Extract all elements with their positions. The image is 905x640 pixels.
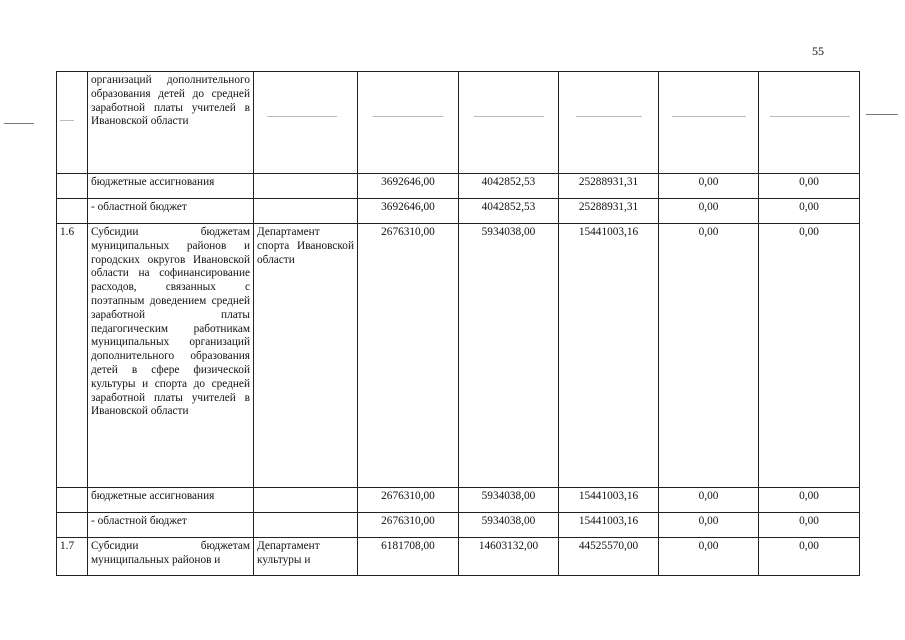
scan-mark-left [4,123,34,124]
table-row [57,199,860,224]
row-code [57,199,88,224]
value-cell: 0,00 [659,174,759,199]
row-code: 1.6 [57,224,88,488]
value-cell [759,72,860,174]
value-cell: 15441003,16 [559,513,659,538]
row-code [57,174,88,199]
value-cell [659,72,759,174]
value-cell: 44525570,00 [559,538,659,576]
row-code: 1.7 [57,538,88,576]
table-row [57,72,860,174]
row-code [57,513,88,538]
value-cell: 25288931,31 [559,174,659,199]
row-code [57,488,88,513]
value-cell: 15441003,16 [559,488,659,513]
row-department: Департамент культуры и [254,538,358,576]
value-cell: 0,00 [759,513,860,538]
value-cell: 4042852,53 [459,174,559,199]
value-cell: 5934038,00 [459,224,559,488]
row-description: - областной бюджет [88,199,254,224]
value-cell: 5934038,00 [459,488,559,513]
row-department [254,488,358,513]
value-cell: 3692646,00 [358,174,459,199]
value-cell: 2676310,00 [358,224,459,488]
value-cell: 2676310,00 [358,488,459,513]
row-description: Субсидии бюджетам муниципальных районов и [88,538,254,576]
value-cell: 0,00 [759,199,860,224]
value-cell: 0,00 [659,488,759,513]
row-department [254,513,358,538]
row-department: Департамент спорта Ивановской области [254,224,358,488]
value-cell: 3692646,00 [358,199,459,224]
row-description: - областной бюджет [88,513,254,538]
scan-mark-right [866,114,898,115]
table-row [57,174,860,199]
value-cell [459,72,559,174]
row-department [254,199,358,224]
value-cell: 0,00 [759,488,860,513]
table-row [57,538,860,576]
value-cell: 0,00 [759,538,860,576]
row-department [254,72,358,174]
value-cell: 4042852,53 [459,199,559,224]
page-number: 55 [812,44,824,58]
value-cell: 25288931,31 [559,199,659,224]
value-cell: 0,00 [659,224,759,488]
value-cell: 14603132,00 [459,538,559,576]
row-department [254,174,358,199]
row-description: организаций дополнительного образования детей до средней заработной платы учителей в Ивановской области [88,72,254,174]
value-cell [358,72,459,174]
row-description: Субсидии бюджетам муниципальных районов и городских округов Ивановской области на софинансирование расходов, связанных с поэтапным доведением средней заработной платы педагогическим работникам муниципальных организаций дополнительного образования детей в сфере физической культуры и спорта до средней заработной платы учителей в Ивановской области [88,224,254,488]
value-cell: 0,00 [759,174,860,199]
row-description: бюджетные ассигнования [88,488,254,513]
value-cell: 0,00 [659,513,759,538]
value-cell: 0,00 [659,538,759,576]
value-cell: 15441003,16 [559,224,659,488]
value-cell: 5934038,00 [459,513,559,538]
value-cell: 2676310,00 [358,513,459,538]
table-row [57,488,860,513]
row-description: бюджетные ассигнования [88,174,254,199]
value-cell [559,72,659,174]
row-code [57,72,88,174]
table-row [57,224,860,488]
value-cell: 6181708,00 [358,538,459,576]
value-cell: 0,00 [759,224,860,488]
value-cell: 0,00 [659,199,759,224]
table-row [57,513,860,538]
budget-table [56,71,860,576]
